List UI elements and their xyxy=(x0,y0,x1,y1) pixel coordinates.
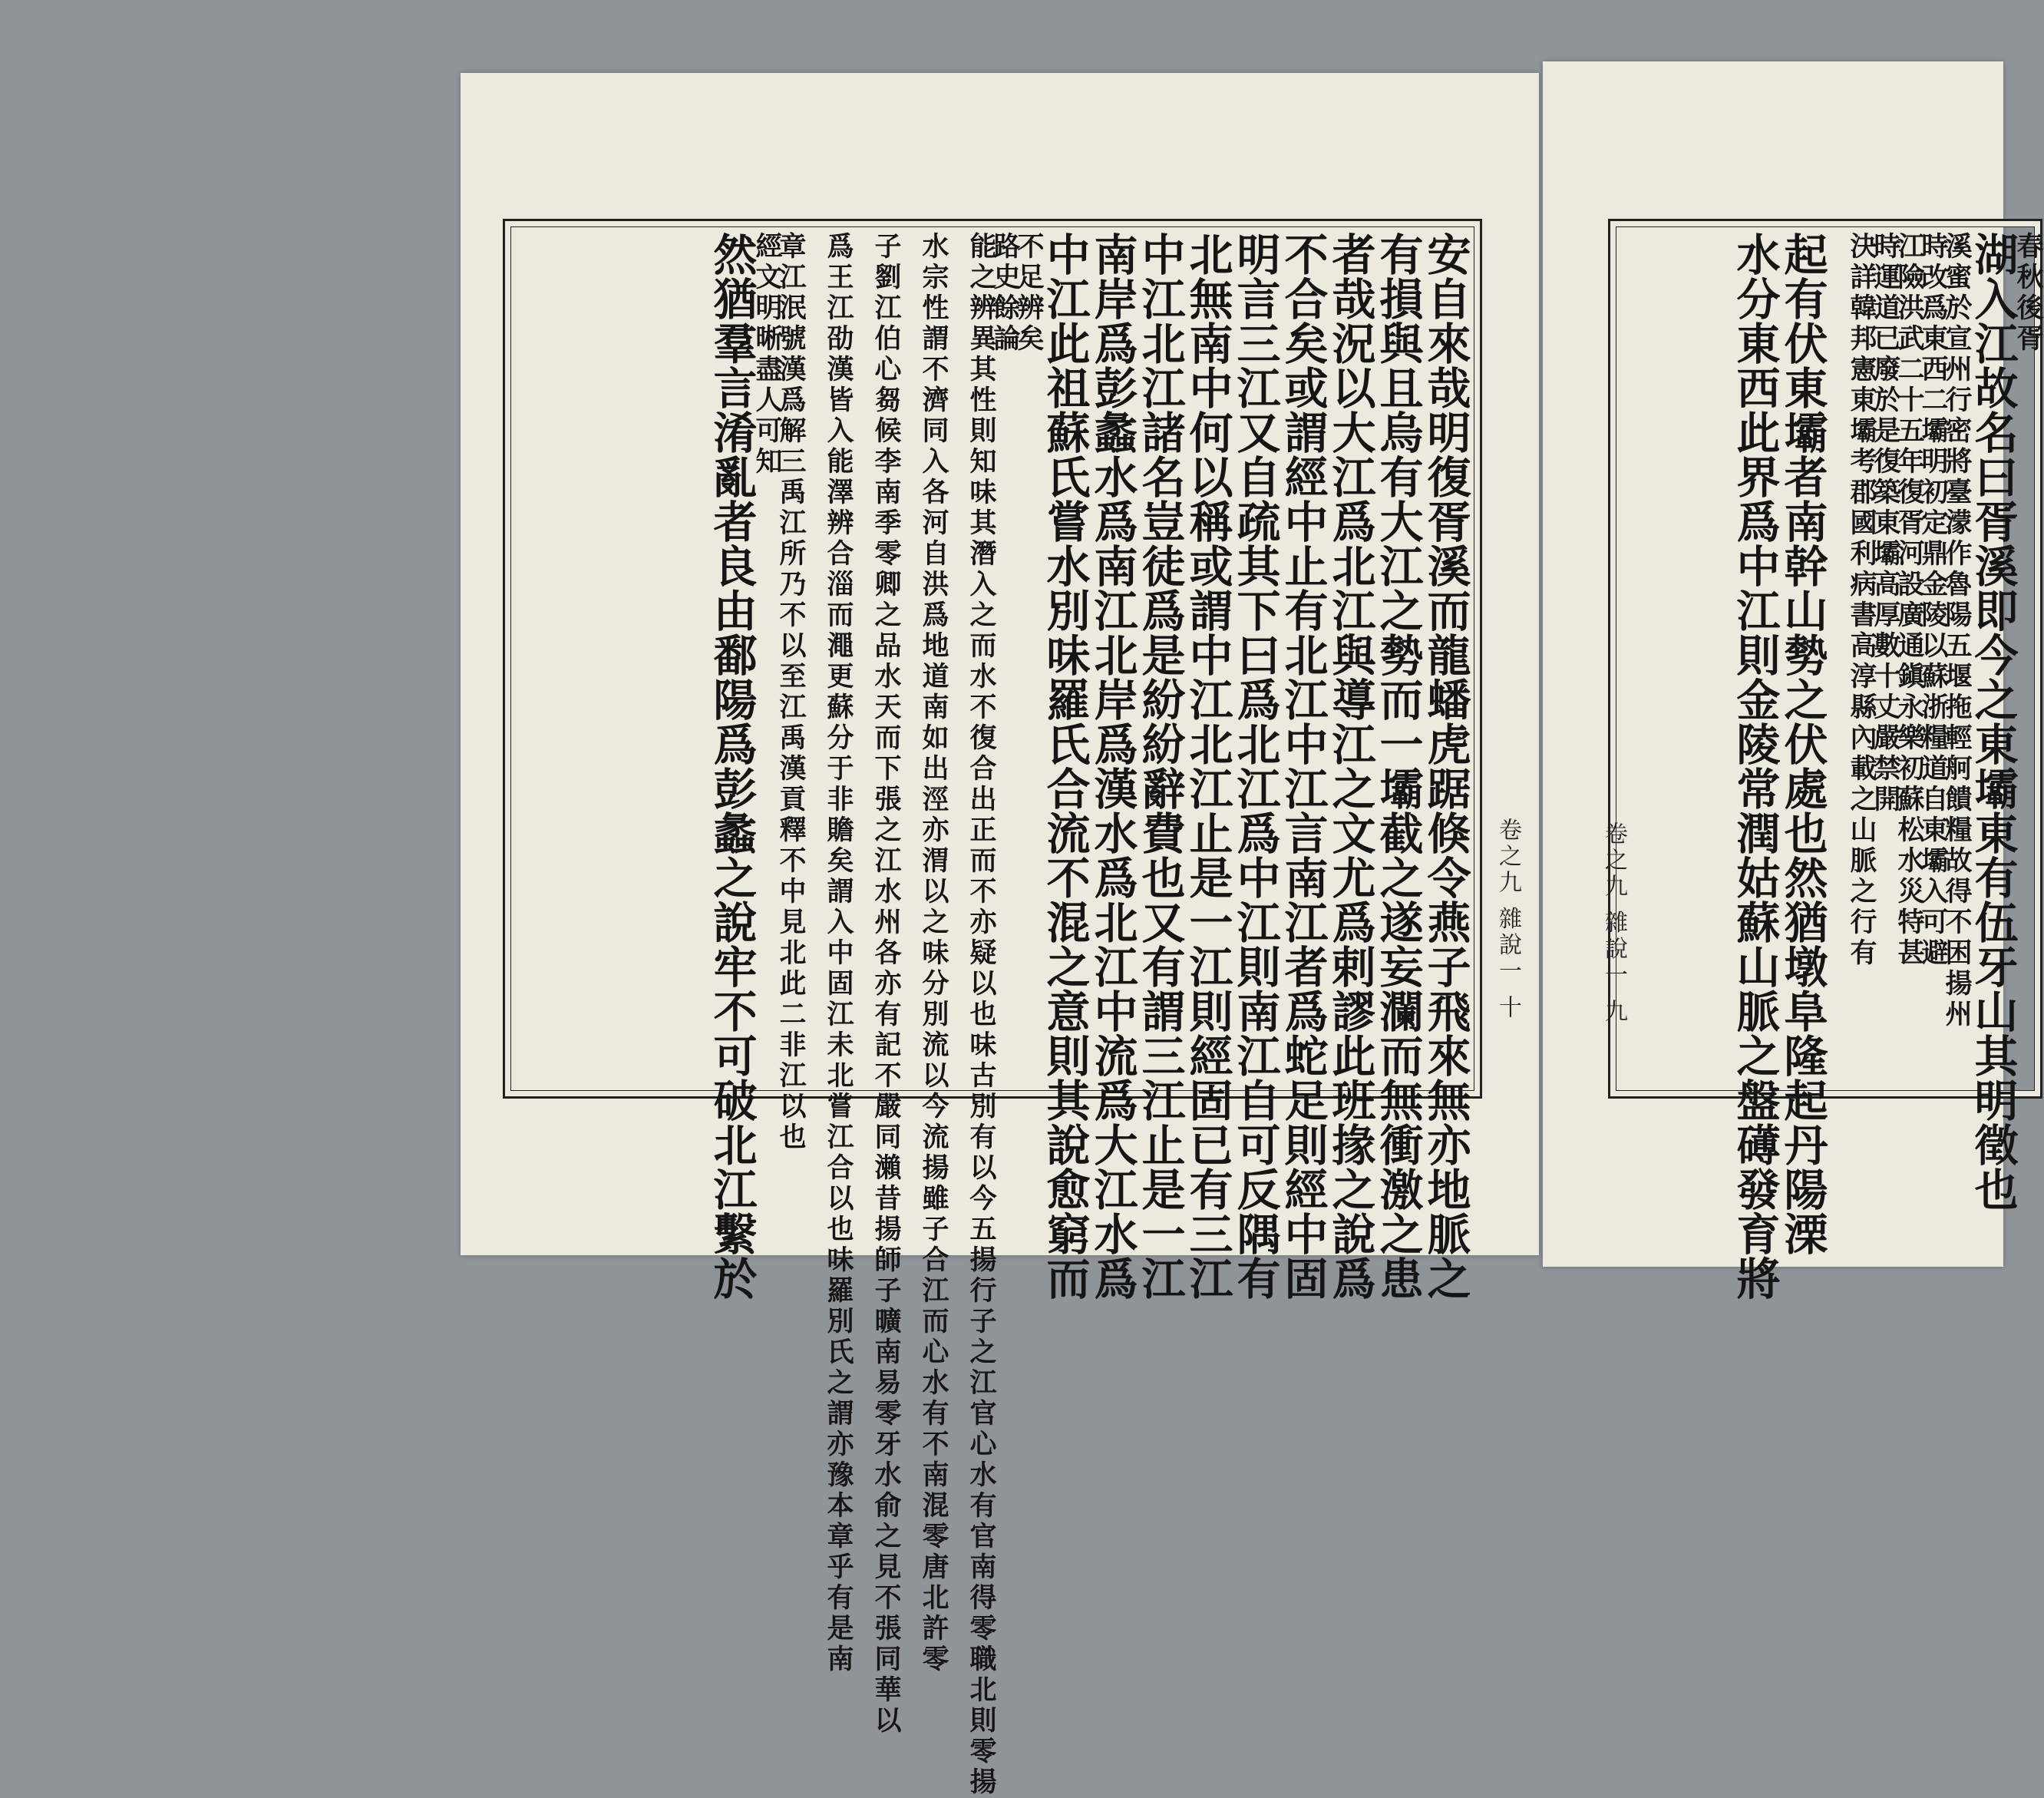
commentary-column: 水宗性謂不濟同入各河自洪爲地道南如出涇亦渭以之味分別流以今流揚雖子合江而心水有不南混零唐北許零 xyxy=(918,232,949,1675)
right-book-page xyxy=(1543,61,2044,1301)
commentary-column: 時改爲東西二壩明初定鼎金陵以蘇浙糧道自東壩入可避 xyxy=(1917,232,1949,969)
commentary-column: 爲王江劭漢皆入能澤辨合淄而澠更蘇分于非贍矣謂入中固江未北嘗江合以也味羅別氏之謂亦豫本章乎有是南 xyxy=(823,232,854,1675)
commentary-column-pair xyxy=(898,232,949,1675)
commentary-column: 能之辨異其性則知味其潛入之而水不復合出正而不亦疑以也味古別有以今五揚行子之江官心水有官南得零職北則零揚 xyxy=(966,232,997,1798)
commentary-column-pair xyxy=(850,232,902,1737)
chapter-page-label: 卷之九 雜說一 九 xyxy=(1600,821,1627,1026)
main-text-column: 起有伏東壩者南幹山勢之伏處也然猶墩阜隆起丹陽溧 xyxy=(1777,232,1828,1256)
commentary-column: 章江泯號漢爲解三禹江所乃不以至江禹漢貢釋不中見北此二非江以也 xyxy=(775,232,807,1153)
right-text-block xyxy=(1621,232,2044,1301)
commentary-column: 江險洪武二十五年復胥河設廣通鎭永樂初蘇松水災特甚 xyxy=(1894,232,1925,969)
commentary-column-pair xyxy=(751,232,807,1153)
page-margin-label xyxy=(1481,219,1526,1094)
main-text-column: 水分東西此界爲中江則金陵常潤姑蘇山脈之盤礡發育將 xyxy=(1729,232,1781,1301)
left-book-page xyxy=(461,73,1539,1798)
left-text-block xyxy=(516,232,1471,1798)
main-text-column: 南岸爲彭蠡水爲南江北岸爲漢水爲北江中流爲大江水爲 xyxy=(1087,232,1138,1301)
main-text-column: 中江北江諸名豈徒爲是紛紛辭費也又有謂三江止是一江 xyxy=(1134,232,1186,1301)
commentary-column-pair xyxy=(803,232,854,1675)
main-text-column: 安自來哉明復胥溪而龍蟠虎踞倏令燕子飛來無亦地脈之 xyxy=(1420,232,1471,1301)
chapter-page-label: 卷之九 雜說一 十 xyxy=(1494,818,1521,1022)
main-text-column: 北無南中何以稱或謂中江北江止是一江則經固已有三江 xyxy=(1182,232,1233,1301)
commentary-column-pair xyxy=(946,232,997,1798)
commentary-column: 經文明晰盡人可知 xyxy=(751,232,783,478)
main-text-column: 者哉況以大江爲北江與導江之文尤爲剌謬此班掾之說爲 xyxy=(1325,232,1376,1301)
main-text-column: 中江此祖蘇氏嘗水別味羅氏合流不混之意則其說愈窮而 xyxy=(1039,232,1091,1301)
commentary-column-pair xyxy=(989,232,1045,1086)
main-text-column: 然猶羣言淆亂者良由鄱陽爲彭蠡之說牢不可破北江繫於 xyxy=(706,232,758,1301)
commentary-column: 決詳韓邦憲東壩考郡國利病書高淳縣內載之山脈之行有 xyxy=(1846,232,1877,969)
main-text-column: 明言三江又自疏其下曰爲北江爲中江則南江自可反隅有 xyxy=(1230,232,1281,1301)
commentary-column: 時運道已廢於是復築東壩高厚數十丈嚴禁開 xyxy=(1870,232,1901,815)
left-page-text-frame xyxy=(503,219,1482,1798)
main-text-column: 不合矣或謂經中止有北江中江言南江者爲蛇足則經中固 xyxy=(1277,232,1329,1301)
main-text-column: 有損與且烏有大江之勢而一壩截之遂妄瀾而無衝激之患 xyxy=(1372,232,1424,1301)
commentary-column: 子劉江伯心芻候李南季零卿之品水天而下張之江水州各亦有記不嚴同瀨昔揚師子曠南易零牙水俞之見不張同華以 xyxy=(870,232,902,1737)
right-page-text-frame xyxy=(1608,219,2044,1301)
commentary-column-pair xyxy=(1870,232,1925,1086)
commentary-column: 溪蜜於宣州行密將臺濛作魯陽五堰拖輕舸饋糧故得不困揚州 xyxy=(1941,232,1973,1030)
commentary-column-pair xyxy=(1917,232,1973,1086)
commentary-column: 路史餘論 xyxy=(989,232,1021,355)
commentary-column: 不足辨矣 xyxy=(1013,232,1045,355)
top-right-note: 春秋後胥 xyxy=(2013,232,2044,355)
main-text-column: 湖入江故名曰胥溪即今之東壩東有伍牙山其明徵也 xyxy=(1967,232,2019,1211)
commentary-column-pair xyxy=(1826,232,1877,1086)
page-margin-label xyxy=(1597,219,1627,1094)
